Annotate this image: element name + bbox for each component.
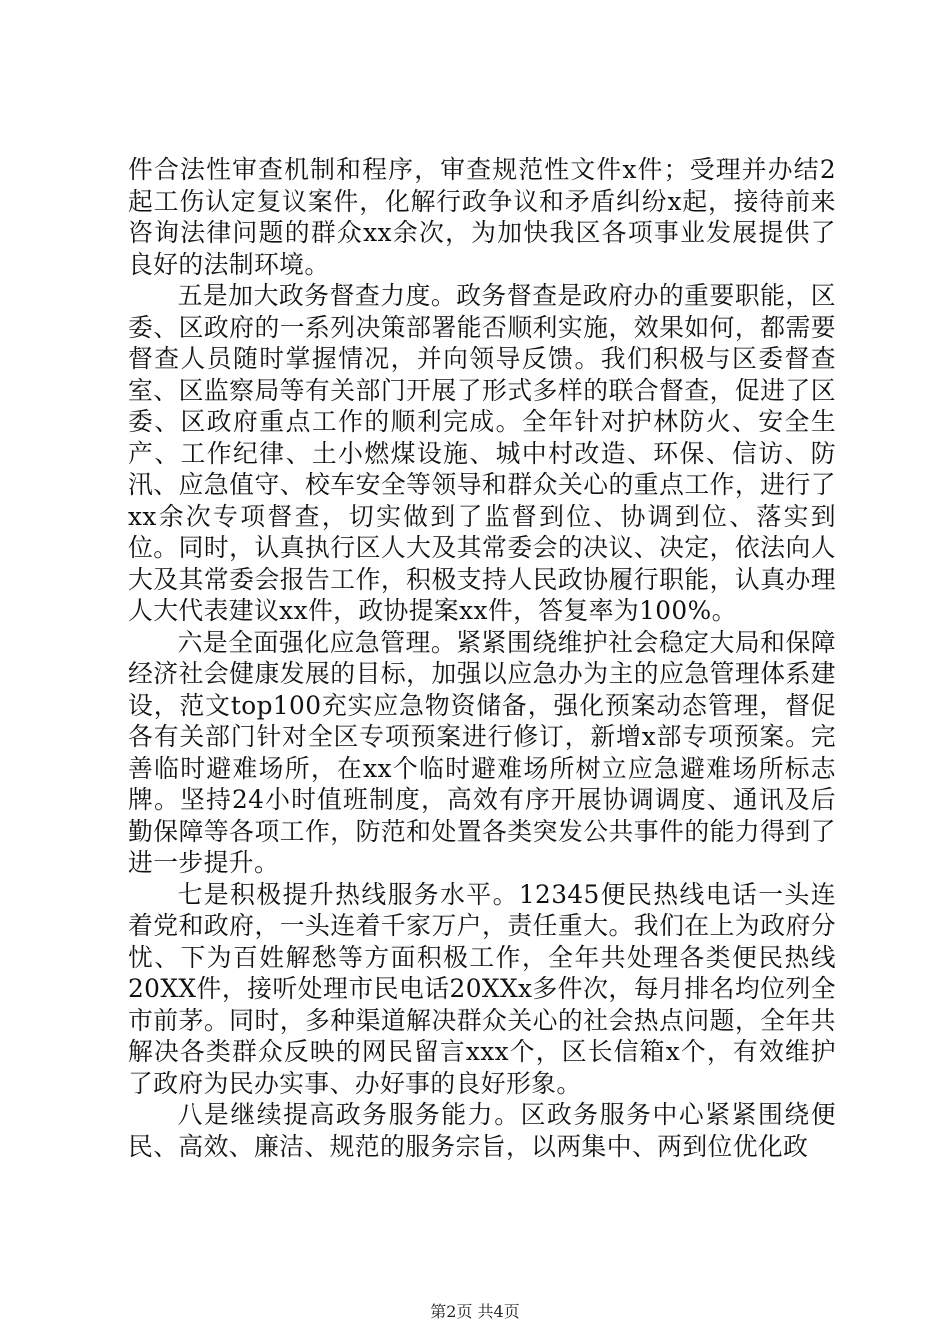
paragraph-six: 六是全面强化应急管理。紧紧围绕维护社会稳定大局和保障经济社会健康发展的目标，加强以应急办为主的应急管理体系建设，范文top100充实应急物资储备，强化预案动态管理，督促各有关部门针对全区专项预案进行修订，新增x部专项预案。完善临时避难场所，在xx个临时避难场所树立应急避难场所标志牌。坚持24小时值班制度，高效有序开展协调调度、通讯及后勤保障等各项工作，防范和处置各类突发公共事件的能力得到了进一步提升。 xyxy=(128,627,836,877)
paragraph-seven: 七是积极提升热线服务水平。12345便民热线电话一头连着党和政府，一头连着千家万户，责任重大。我们在上为政府分忧、下为百姓解愁等方面积极工作，全年共处理各类便民热线20XX件，接听处理市民电话20XXx多件次，每月排名均位列全市前茅。同时，多种渠道解决群众关心的社会热点问题，全年共解决各类群众反映的网民留言xxx个，区长信箱x个，有效维护了政府为民办实事、办好事的良好形象。 xyxy=(128,879,836,1098)
paragraph-continuation: 件合法性审查机制和程序，审查规范性文件x件；受理并办结2起工伤认定复议案件，化解行政争议和矛盾纠纷x起，接待前来咨询法律问题的群众xx余次，为加快我区各项事业发展提供了良好的法制环境。 xyxy=(128,155,836,279)
paragraph-five: 五是加大政务督查力度。政务督查是政府办的重要职能，区委、区政府的一系列决策部署能否顺利实施，效果如何，都需要督查人员随时掌握情况，并向领导反馈。我们积极与区委督查室、区监察局等有关部门开展了形式多样的联合督查，促进了区委、区政府重点工作的顺利完成。全年针对护林防火、安全生产、工作纪律、土小燃煤设施、城中村改造、环保、信访、防汛、应急值守、校车安全等领导和群众关心的重点工作，进行了xx余次专项督查，切实做到了监督到位、协调到位、落实到位。同时，认真执行区人大及其常委会的决议、决定，依法向人大及其常委会报告工作，积极支持人民政协履行职能，认真办理人大代表建议xx件，政协提案xx件，答复率为100%。 xyxy=(128,281,836,625)
page-number-footer: 第2页 共4页 xyxy=(430,1302,520,1321)
document-body xyxy=(128,154,836,1162)
paragraph-eight: 八是继续提高政务服务能力。区政务服务中心紧紧围绕便民、高效、廉洁、规范的服务宗旨，以两集中、两到位优化政 xyxy=(128,1100,836,1161)
